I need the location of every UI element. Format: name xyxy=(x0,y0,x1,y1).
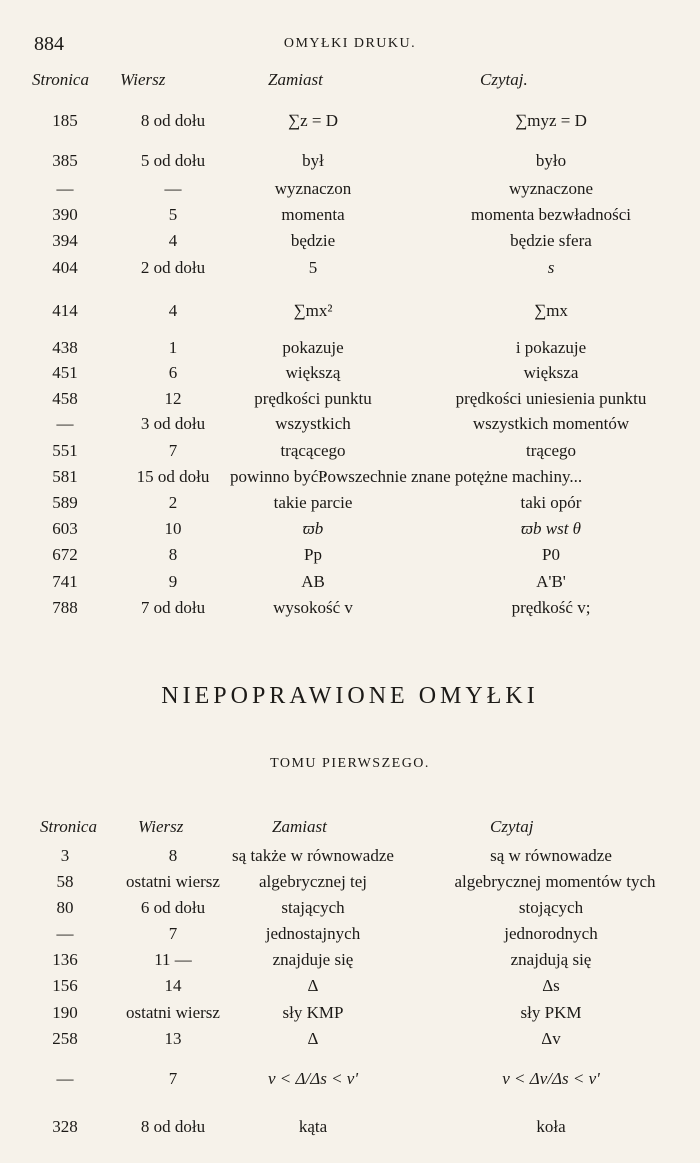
row-was: pokazuje xyxy=(282,338,344,357)
row-was: większą xyxy=(285,363,341,382)
row-read: znajdują się xyxy=(510,950,592,969)
column-header-line: Wiersz xyxy=(120,70,166,89)
row-was: ∑mx² xyxy=(293,301,333,320)
row-page: 190 xyxy=(52,1003,78,1022)
row-line: 8 xyxy=(168,846,178,865)
row-page: 258 xyxy=(52,1029,78,1048)
row-read: będzie sfera xyxy=(510,231,592,250)
row-was: znajduje się xyxy=(272,950,354,969)
row-was: będzie xyxy=(290,231,336,250)
row-read: większa xyxy=(523,363,579,382)
row-read: v < Δv/Δs < v' xyxy=(502,1069,600,1088)
row-was: 5 xyxy=(308,258,318,277)
row-page: 414 xyxy=(52,301,78,320)
row-line: 4 xyxy=(168,231,178,250)
row-line: 5 od dołu xyxy=(140,151,206,170)
column-header-read: Czytaj. xyxy=(480,70,528,89)
row-line: 2 xyxy=(168,493,178,512)
row-was: są także w równowadze xyxy=(232,846,394,865)
row-read: koła xyxy=(536,1117,566,1136)
row-was: prędkości punktu xyxy=(254,389,372,408)
row-was: był xyxy=(302,151,324,170)
row-read: wyznaczone xyxy=(508,179,593,198)
row-read: taki opór xyxy=(520,493,582,512)
row-page: — xyxy=(56,179,74,198)
row-read: ϖb wst θ xyxy=(520,519,582,538)
row-line: 15 od dołu xyxy=(136,467,210,486)
row-line: 11 — xyxy=(154,950,192,969)
row-line: 10 xyxy=(164,519,182,538)
row-was: stających xyxy=(281,898,345,917)
row-was: takie parcie xyxy=(273,493,353,512)
row-page: 581 xyxy=(52,467,78,486)
row-was: wszystkich xyxy=(275,414,351,433)
row-line: 13 xyxy=(164,1029,182,1048)
row-page: 385 xyxy=(52,151,78,170)
row-page: 788 xyxy=(52,598,78,617)
row-line: 12 xyxy=(164,389,182,408)
row-was: Pp xyxy=(304,545,322,564)
column-header-line: Wiersz xyxy=(138,817,184,836)
row-line: 14 xyxy=(164,976,182,995)
row-read: ∑mx xyxy=(534,301,568,320)
row-line: 5 xyxy=(168,205,178,224)
row-page: 603 xyxy=(52,519,78,538)
row-page: 58 xyxy=(56,872,74,891)
row-page: 3 xyxy=(60,846,70,865)
row-page: 551 xyxy=(52,441,78,460)
row-line: 3 od dołu xyxy=(140,414,206,433)
row-line: 8 xyxy=(168,545,178,564)
row-page: 589 xyxy=(52,493,78,512)
column-header-was: Zamiast xyxy=(272,817,327,836)
row-was: kąta xyxy=(298,1117,328,1136)
row-read: Δv xyxy=(541,1029,561,1048)
row-read: i pokazuje xyxy=(515,338,587,357)
row-line: ostatni wiersz xyxy=(126,1003,220,1022)
row-was: v < Δ/Δs < v' xyxy=(268,1069,358,1088)
row-read: P0 xyxy=(542,545,560,564)
row-line: 9 xyxy=(168,572,178,591)
row-was: sły KMP xyxy=(282,1003,344,1022)
column-header-page: Stronica xyxy=(40,817,97,836)
row-line: 7 xyxy=(168,1069,178,1088)
row-line: 6 od dołu xyxy=(140,898,206,917)
row-page: — xyxy=(56,1069,74,1088)
row-line: 7 xyxy=(168,924,178,943)
row-page: 328 xyxy=(52,1117,78,1136)
row-page: 390 xyxy=(52,205,78,224)
row-page: 136 xyxy=(52,950,78,969)
row-read: stojących xyxy=(518,898,584,917)
row-page: 672 xyxy=(52,545,78,564)
row-line: — xyxy=(164,179,182,198)
row-line: ostatni wiersz xyxy=(126,872,220,891)
row-read: A'B' xyxy=(536,572,566,591)
row-read: sły PKM xyxy=(520,1003,582,1022)
row-read: prędkości uniesienia punktu xyxy=(455,389,647,408)
row-read: było xyxy=(535,151,567,170)
row-was: wysokość v xyxy=(273,598,353,617)
row-was: powinno być : xyxy=(230,467,328,486)
row-read: wszystkich momentów xyxy=(472,414,630,433)
row-page: — xyxy=(56,414,74,433)
row-was: trącącego xyxy=(280,441,346,460)
row-read: ∑myz = D xyxy=(515,111,587,130)
row-read: Δs xyxy=(542,976,560,995)
column-header-was: Zamiast xyxy=(268,70,323,89)
section-subtitle: TOMU PIERWSZEGO. xyxy=(270,756,430,771)
row-read: Powszechnie znane potężne machiny... xyxy=(318,467,583,486)
row-line: 7 xyxy=(168,441,178,460)
row-read: jednorodnych xyxy=(504,924,598,943)
running-head: OMYŁKI DRUKU. xyxy=(283,36,417,51)
row-page: 458 xyxy=(52,389,78,408)
row-page: 741 xyxy=(52,572,78,591)
row-line: 8 od dołu xyxy=(140,1117,206,1136)
row-read: są w równowadze xyxy=(490,846,612,865)
page-header xyxy=(0,33,700,59)
row-was: algebrycznej tej xyxy=(258,872,368,891)
row-read: s xyxy=(547,258,555,277)
row-page: 185 xyxy=(52,111,78,130)
row-page: 404 xyxy=(52,258,78,277)
row-was: ϖb xyxy=(302,519,324,538)
row-was: momenta xyxy=(281,205,345,224)
row-read: trącego xyxy=(525,441,577,460)
row-page: 156 xyxy=(52,976,78,995)
row-was: AB xyxy=(301,572,325,591)
row-read: prędkość v; xyxy=(511,598,591,617)
row-line: 4 xyxy=(168,301,178,320)
page-number: 884 xyxy=(34,33,64,55)
row-read: algebrycznej momentów tych xyxy=(454,872,656,891)
section-title: NIEPOPRAWIONE OMYŁKI xyxy=(161,683,539,709)
row-page: 80 xyxy=(56,898,74,917)
row-was: Δ xyxy=(307,1029,319,1048)
row-line: 1 xyxy=(168,338,178,357)
row-was: Δ xyxy=(307,976,319,995)
row-page: 438 xyxy=(52,338,78,357)
row-line: 6 xyxy=(168,363,178,382)
row-read: momenta bezwładności xyxy=(470,205,632,224)
row-was: ∑z = D xyxy=(287,111,339,130)
row-page: 394 xyxy=(52,231,78,250)
row-line: 8 od dołu xyxy=(140,111,206,130)
column-header-page: Stronica xyxy=(32,70,89,89)
row-was: wyznaczon xyxy=(274,179,352,198)
row-was: jednostajnych xyxy=(265,924,361,943)
row-line: 2 od dołu xyxy=(140,258,206,277)
row-page: 451 xyxy=(52,363,78,382)
column-header-read: Czytaj xyxy=(490,817,534,836)
row-line: 7 od dołu xyxy=(140,598,206,617)
row-page: — xyxy=(56,924,74,943)
